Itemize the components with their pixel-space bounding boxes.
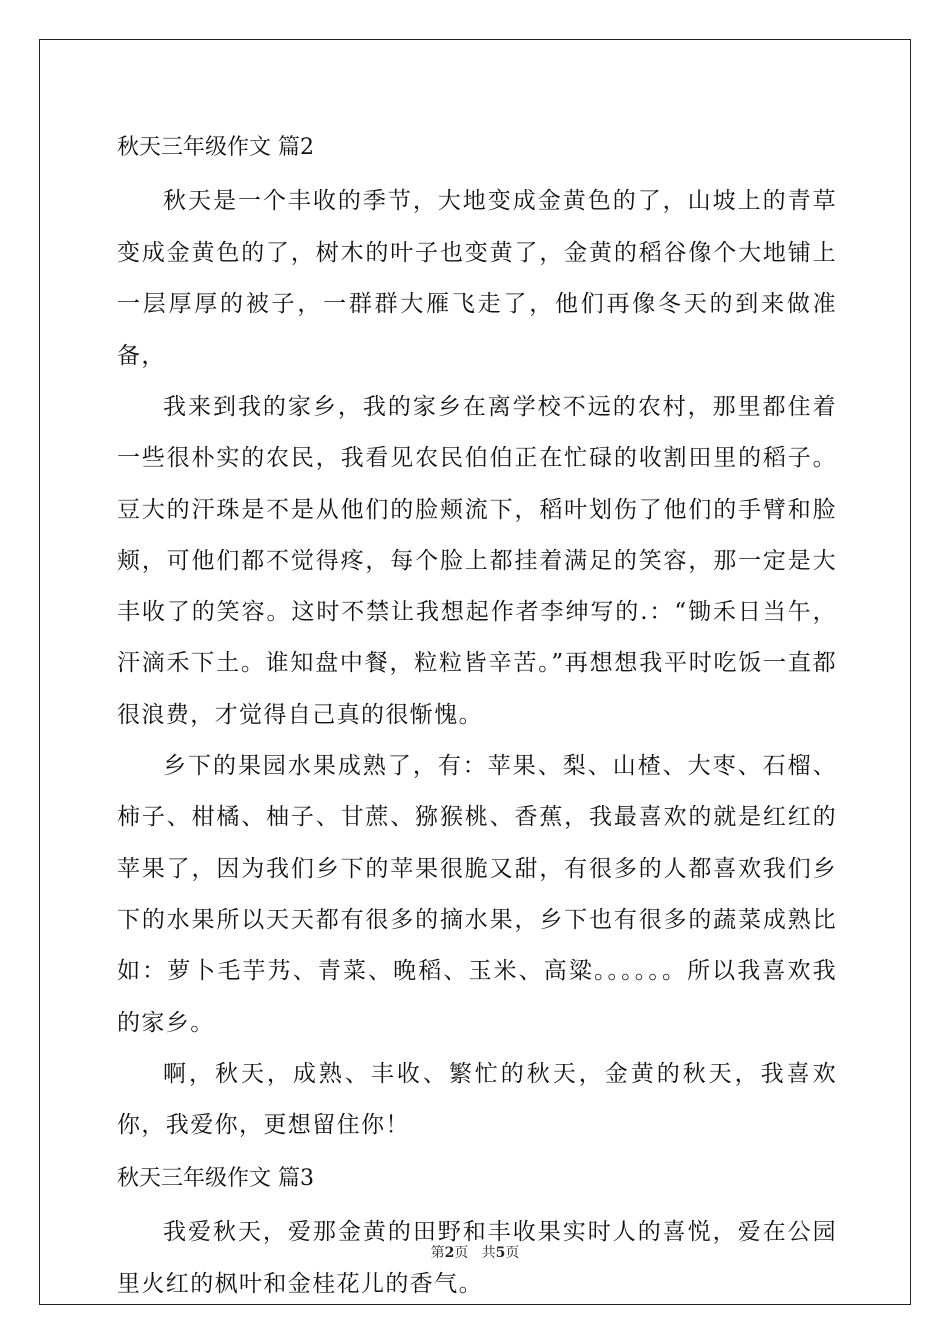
section-heading: 秋天三年级作文 篇3 (117, 1166, 314, 1192)
page-total-prefix: 共 (481, 1245, 496, 1261)
document-body (117, 120, 837, 1310)
page-total-suffix: 页 (505, 1245, 520, 1261)
page-number-suffix: 页 (454, 1245, 469, 1261)
paragraph: 乡下的果园水果成熟了，有：苹果、梨、山楂、大枣、石榴、柿子、柑橘、柚子、甘蔗、猕猴桃、香蕉，我最喜欢的就是红红的苹果了，因为我们乡下的苹果很脆又甜，有很多的人都喜欢我们乡下的水果所以天天都有很多的摘水果，乡下也有很多的蔬菜成熟比如：萝卜毛芋艿、青菜、晚稻、玉米、高粱。。。。。。所以我喜欢我的家乡。 (117, 753, 837, 1036)
paragraph: 我爱秋天，爱那金黄的田野和丰收果实时人的喜悦，爱在公园里火红的枫叶和金桂花儿的香气。 (117, 1219, 837, 1297)
section-heading: 秋天三年级作文 篇2 (117, 135, 314, 160)
page-number-total: 5 (495, 1245, 506, 1261)
page-number-current: 2 (444, 1245, 455, 1261)
paragraph: 我来到我的家乡，我的家乡在离学校不远的农村，那里都住着一些很朴实的农民，我看见农民伯伯正在忙碌的收割田里的稻子。豆大的汗珠是不是从他们的脸颊流下，稻叶划伤了他们的手臂和脸颊，可他们都不觉得疼，每个脸上都挂着满足的笑容，那一定是大丰收了的笑容。这时不禁让我想起作者李绅写的.：“锄禾日当午，汗滴禾下土。谁知盘中餐，粒粒皆辛苦。”再想想我平时吃饭一直都很浪费，才觉得自己真的很惭愧。 (117, 394, 837, 728)
paragraph: 秋天是一个丰收的季节，大地变成金黄色的了，山坡上的青草变成金黄色的了，树木的叶子也变黄了，金黄的稻谷像个大地铺上一层厚厚的被子，一群群大雁飞走了，他们再像冬天的到来做准备， (117, 188, 837, 369)
page-footer (0, 1242, 950, 1262)
page-number-prefix: 第 (430, 1245, 445, 1261)
paragraph: 啊，秋天，成熟、丰收、繁忙的秋天，金黄的秋天，我喜欢你，我爱你，更想留住你！ (117, 1060, 837, 1139)
